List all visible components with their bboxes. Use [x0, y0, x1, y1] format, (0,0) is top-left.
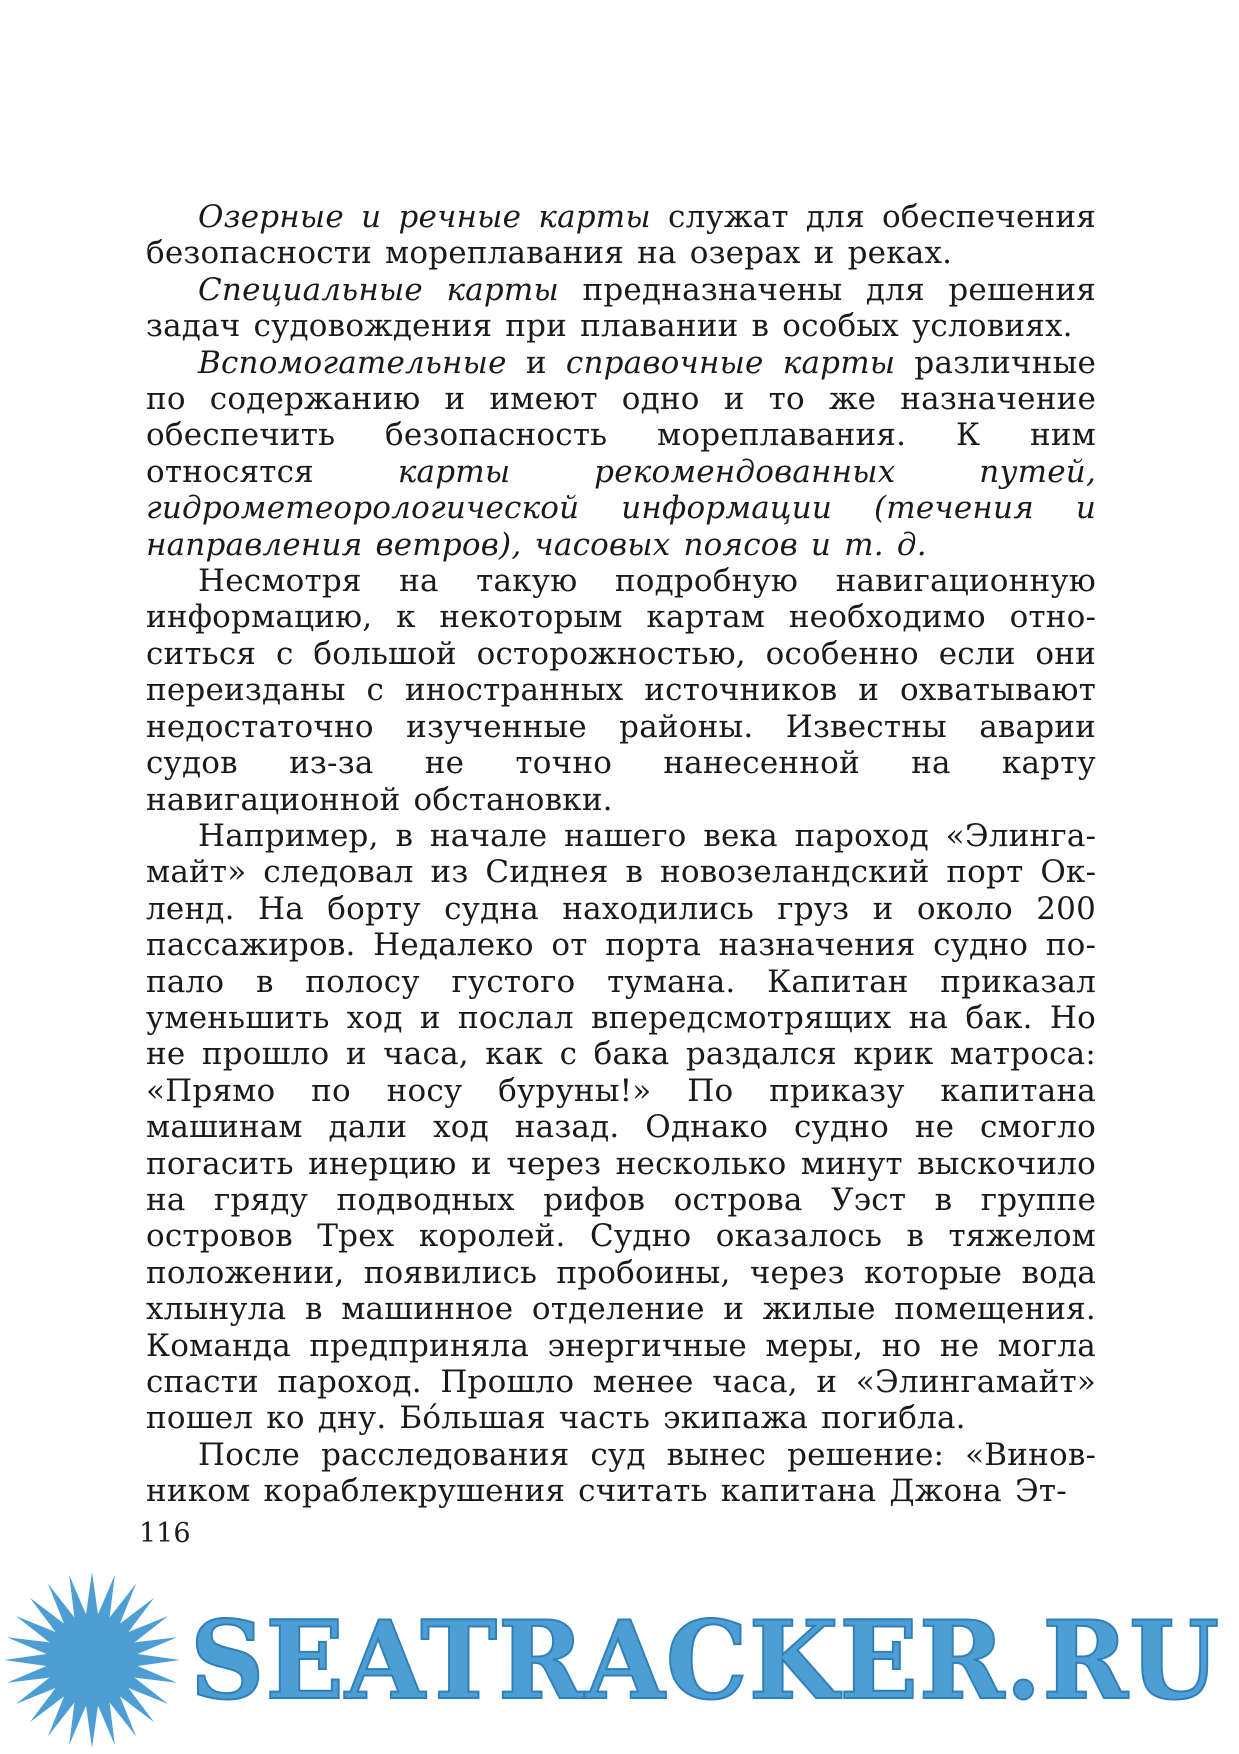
text-run: различные по содержанию и имеют одно и то же назначение обеспечить безопасность мореплавания. К ним относятся — [146, 344, 1096, 490]
watermark — [0, 1560, 1239, 1754]
italic-term: справочные карты — [565, 344, 896, 381]
italic-term: Специальные карты — [198, 271, 559, 308]
paragraph — [146, 563, 1096, 818]
paragraph — [146, 199, 1096, 272]
text-run: предназначены для решения задач судовождения при плавании в особых условиях. — [146, 271, 1096, 345]
italic-term: Вспомогательные — [198, 344, 507, 381]
text-run: служат для обеспечения безопасности мореплавания на озерах и реках. — [146, 199, 1096, 272]
paragraph — [146, 345, 1096, 563]
text-run: Несмотря на такую подробную навигационную информацию, к некоторым картам необходимо относиться с большой осторожностью, особенно если они переизданы с иностранных источников и охватывают недостаточно изученные районы. Известны аварии судов из-за не точно нанесенной на карту навигационной обстановки. — [146, 563, 1096, 818]
paragraph — [146, 818, 1096, 1437]
watermark-text: SEATRACKER.RU — [190, 1598, 1220, 1724]
sun-burst-icon — [4, 1572, 180, 1748]
page-number: 116 — [139, 1518, 191, 1549]
italic-term: карты рекомендованных путей, гидрометеорологической информации (течения и направления ветров), часовых поясов и т. д. — [146, 453, 1096, 563]
body-text — [146, 199, 1096, 1510]
italic-term: Озерные и речные карты — [198, 199, 651, 235]
text-run: и — [506, 344, 566, 381]
paragraph — [146, 1437, 1096, 1510]
text-run: Например, в начале нашего века пароход «Элингамайт» следовал из Сиднея в новозеландский порт Окленд. На борту судна находились груз и около 200 пассажиров. Недалеко от порта назначения судно попало в полосу густого тумана. Капитан приказал уменьшить ход и послал впередсмотрящих на бак. Но не прошло и часа, как с бака раздался крик матроса: «Прямо по носу буруны!» По приказу капитана машинам дали ход назад. Однако судно не смогло погасить инерцию и через несколько минут выскочило на гряду подводных рифов острова Уэст в группе островов Трех королей. Судно оказалось в тяжелом положении, появились пробоины, через которые вода хлынула в машинное отделение и жилые помещения. Команда предприняла энергичные меры, но не могла спасти пароход. Прошло менее часа, и «Элингамайт» пошел ко дну. Бóльшая часть экипажа погибла. — [146, 817, 1096, 1437]
text-run: После расследования суд вынес решение: «Виновником кораблекрушения считать капитана Джона Эт- — [146, 1436, 1096, 1510]
paragraph — [146, 272, 1096, 345]
